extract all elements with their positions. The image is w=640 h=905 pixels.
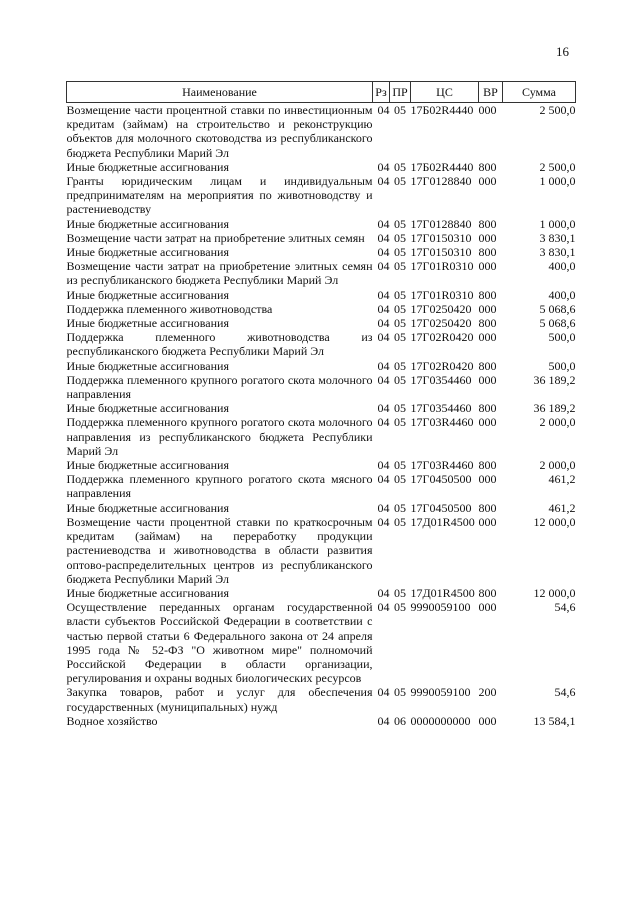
row-pr: 06	[394, 713, 406, 728]
row-rz: 04	[377, 713, 390, 728]
row-sum: 1 000,0	[539, 174, 576, 189]
row-rz: 04	[377, 372, 390, 387]
table-header	[67, 82, 576, 103]
row-vr: 000	[478, 259, 497, 274]
row-rz: 04	[377, 259, 390, 274]
row-pr: 05	[394, 174, 406, 189]
row-name: Поддержка племенного крупного рогатого скота мясного направления	[66, 472, 373, 501]
table-row	[67, 316, 576, 330]
row-sum: 500,0	[548, 358, 576, 373]
row-sum: 500,0	[548, 330, 576, 345]
row-cs: 9990059100	[410, 685, 471, 700]
row-cs: 17Б02R4440	[410, 159, 474, 174]
row-sum: 5 068,6	[539, 301, 576, 316]
table-row	[67, 401, 576, 415]
row-rz: 04	[377, 103, 390, 117]
row-pr: 05	[394, 372, 406, 387]
row-cs: 17Г0128840	[410, 216, 472, 231]
column-header-cs: ЦС	[411, 82, 479, 103]
table-row	[67, 288, 576, 302]
row-name: Возмещение части затрат на приобретение элитных семян	[66, 230, 365, 245]
table-row	[67, 415, 576, 458]
row-cs: 17Г0450500	[410, 500, 472, 515]
table-row	[67, 685, 576, 713]
row-rz: 04	[377, 358, 390, 373]
table-row	[67, 359, 576, 373]
row-vr: 000	[478, 174, 497, 189]
row-vr: 800	[478, 458, 497, 473]
row-rz: 04	[377, 159, 390, 174]
row-vr: 800	[478, 585, 497, 600]
row-pr: 05	[394, 514, 406, 529]
row-cs: 17Г0354460	[410, 372, 472, 387]
row-cs: 17Г02R0420	[410, 330, 474, 345]
row-pr: 05	[394, 330, 406, 345]
row-name: Иные бюджетные ассигнования	[66, 245, 229, 260]
row-rz: 04	[377, 600, 390, 615]
row-pr: 05	[394, 259, 406, 274]
row-vr: 800	[478, 358, 497, 373]
row-sum: 461,2	[548, 500, 576, 515]
row-rz: 04	[377, 230, 390, 245]
row-pr: 05	[394, 316, 406, 331]
row-cs: 17Б02R4440	[410, 103, 474, 117]
column-header-name: Наименование	[67, 82, 373, 103]
table-row	[67, 501, 576, 515]
row-rz: 04	[377, 514, 390, 529]
table-row	[67, 714, 576, 728]
row-name: Возмещение части процентной ставки по инвестиционным кредитам (займам) на строительство и реконструкцию объектов для молочного скотоводства из республиканского бюджета Республики Марий Эл	[66, 103, 373, 160]
table-row	[67, 472, 576, 500]
row-cs: 17Г01R0310	[410, 259, 474, 274]
row-cs: 17Г0250420	[410, 316, 472, 331]
row-vr: 000	[478, 330, 497, 345]
row-name: Гранты юридическим лицам и индивидуальным предпринимателям на мероприятия по животноводству и растениеводству	[66, 174, 373, 217]
row-rz: 04	[377, 245, 390, 260]
row-rz: 04	[377, 330, 390, 345]
row-cs: 17Г0150310	[410, 230, 472, 245]
row-vr: 200	[478, 685, 497, 700]
row-name: Иные бюджетные ассигнования	[66, 585, 229, 600]
row-name: Иные бюджетные ассигнования	[66, 159, 229, 174]
row-name: Иные бюджетные ассигнования	[66, 458, 229, 473]
row-cs: 17Г01R0310	[410, 287, 474, 302]
table-row	[67, 586, 576, 600]
table-row	[67, 259, 576, 287]
row-sum: 12 000,0	[533, 585, 576, 600]
row-cs: 17Г03R4460	[410, 415, 474, 430]
table-row	[67, 174, 576, 217]
row-pr: 05	[394, 600, 406, 615]
row-sum: 5 068,6	[539, 316, 576, 331]
column-header-sum: Сумма	[503, 82, 576, 103]
row-rz: 04	[377, 585, 390, 600]
row-pr: 05	[394, 159, 406, 174]
row-name: Иные бюджетные ассигнования	[66, 500, 229, 515]
row-sum: 461,2	[548, 472, 576, 487]
row-vr: 800	[478, 316, 497, 331]
row-rz: 04	[377, 472, 390, 487]
row-rz: 04	[377, 415, 390, 430]
row-sum: 2 000,0	[539, 458, 576, 473]
row-pr: 05	[394, 358, 406, 373]
row-cs: 17Г03R4460	[410, 458, 474, 473]
row-pr: 05	[394, 472, 406, 487]
row-sum: 2 500,0	[539, 103, 576, 117]
row-sum: 36 189,2	[533, 372, 576, 387]
row-rz: 04	[377, 301, 390, 316]
row-sum: 3 830,1	[539, 230, 576, 245]
row-name: Иные бюджетные ассигнования	[66, 401, 229, 416]
row-vr: 000	[478, 103, 497, 117]
row-vr: 000	[478, 514, 497, 529]
row-cs: 9990059100	[410, 600, 471, 615]
row-pr: 05	[394, 287, 406, 302]
row-rz: 04	[377, 216, 390, 231]
row-vr: 000	[478, 472, 497, 487]
table-row	[67, 373, 576, 401]
row-rz: 04	[377, 316, 390, 331]
row-name: Осуществление переданных органам государственной власти субъектов Российской Федерации в соответствии с частью первой статьи 6 Федерального закона от 24 апреля 1995 года № 52-ФЗ "О животном мире" полномочий Российской Федерации в области организации, регулирования и охраны водных биологических ресурсов	[66, 600, 373, 686]
row-pr: 05	[394, 401, 406, 416]
table-row	[67, 231, 576, 245]
column-header-pr: ПР	[390, 82, 411, 103]
row-vr: 800	[478, 500, 497, 515]
row-pr: 05	[394, 230, 406, 245]
row-sum: 54,6	[554, 600, 576, 615]
row-pr: 05	[394, 301, 406, 316]
row-vr: 800	[478, 287, 497, 302]
column-header-vr: ВР	[479, 82, 503, 103]
row-vr: 000	[478, 415, 497, 430]
row-cs: 17Д01R4500	[410, 585, 475, 600]
row-name: Иные бюджетные ассигнования	[66, 358, 229, 373]
row-sum: 400,0	[548, 287, 576, 302]
row-rz: 04	[377, 287, 390, 302]
page-number: 16	[556, 44, 569, 59]
row-pr: 05	[394, 500, 406, 515]
row-sum: 400,0	[548, 259, 576, 274]
table-row	[67, 160, 576, 174]
table-row	[67, 245, 576, 259]
table-row	[67, 103, 576, 160]
table-row	[67, 515, 576, 586]
row-vr: 000	[478, 713, 497, 728]
row-pr: 05	[394, 415, 406, 430]
row-name: Поддержка племенного крупного рогатого скота молочного направления	[66, 372, 373, 402]
row-sum: 13 584,1	[533, 713, 576, 728]
table-row	[67, 600, 576, 685]
table-row	[67, 217, 576, 231]
row-vr: 000	[478, 600, 497, 615]
table-row	[67, 302, 576, 316]
row-pr: 05	[394, 216, 406, 231]
row-name: Возмещение части затрат на приобретение элитных семян из республиканского бюджета Республики Марий Эл	[66, 259, 373, 288]
column-header-rz: Рз	[373, 82, 390, 103]
row-vr: 800	[478, 245, 497, 260]
row-sum: 12 000,0	[533, 514, 576, 529]
row-rz: 04	[377, 500, 390, 515]
row-vr: 000	[478, 301, 497, 316]
row-pr: 05	[394, 458, 406, 473]
row-vr: 800	[478, 401, 497, 416]
row-pr: 05	[394, 685, 406, 700]
row-name: Иные бюджетные ассигнования	[66, 216, 229, 231]
row-rz: 04	[377, 458, 390, 473]
row-cs: 17Г0250420	[410, 301, 472, 316]
table-row	[67, 330, 576, 358]
row-sum: 2 000,0	[539, 415, 576, 430]
row-pr: 05	[394, 245, 406, 260]
row-cs: 17Г0450500	[410, 472, 472, 487]
row-rz: 04	[377, 685, 390, 700]
row-name: Поддержка племенного животноводства	[66, 301, 273, 316]
row-vr: 800	[478, 216, 497, 231]
row-name: Поддержка племенного крупного рогатого скота молочного направления из республиканского бюджета Республики Марий Эл	[66, 415, 373, 458]
row-name: Иные бюджетные ассигнования	[66, 287, 229, 302]
row-pr: 05	[394, 585, 406, 600]
row-cs: 17Г0128840	[410, 174, 472, 189]
row-cs: 17Г02R0420	[410, 358, 474, 373]
row-rz: 04	[377, 174, 390, 189]
row-name: Водное хозяйство	[66, 713, 158, 728]
row-sum: 1 000,0	[539, 216, 576, 231]
row-name: Иные бюджетные ассигнования	[66, 316, 229, 331]
budget-table	[66, 81, 576, 728]
row-sum: 2 500,0	[539, 159, 576, 174]
row-rz: 04	[377, 401, 390, 416]
row-name: Поддержка племенного животноводства из республиканского бюджета Республики Марий Эл	[66, 330, 373, 359]
row-vr: 000	[478, 372, 497, 387]
row-name: Возмещение части процентной ставки по краткосрочным кредитам (займам) на переработку продукции растениеводства и животноводства в области развития оптово-распределительных центров из республиканского бюджета Республики Марий Эл	[66, 514, 373, 586]
row-sum: 54,6	[554, 685, 576, 700]
row-sum: 3 830,1	[539, 245, 576, 260]
row-pr: 05	[394, 103, 406, 117]
row-vr: 800	[478, 159, 497, 174]
row-sum: 36 189,2	[533, 401, 576, 416]
row-cs: 17Г0150310	[410, 245, 472, 260]
row-vr: 000	[478, 230, 497, 245]
row-cs: 17Д01R4500	[410, 514, 475, 529]
row-cs: 0000000000	[410, 713, 471, 728]
row-name: Закупка товаров, работ и услуг для обеспечения государственных (муниципальных) нужд	[66, 685, 373, 714]
row-cs: 17Г0354460	[410, 401, 472, 416]
table-row	[67, 458, 576, 472]
